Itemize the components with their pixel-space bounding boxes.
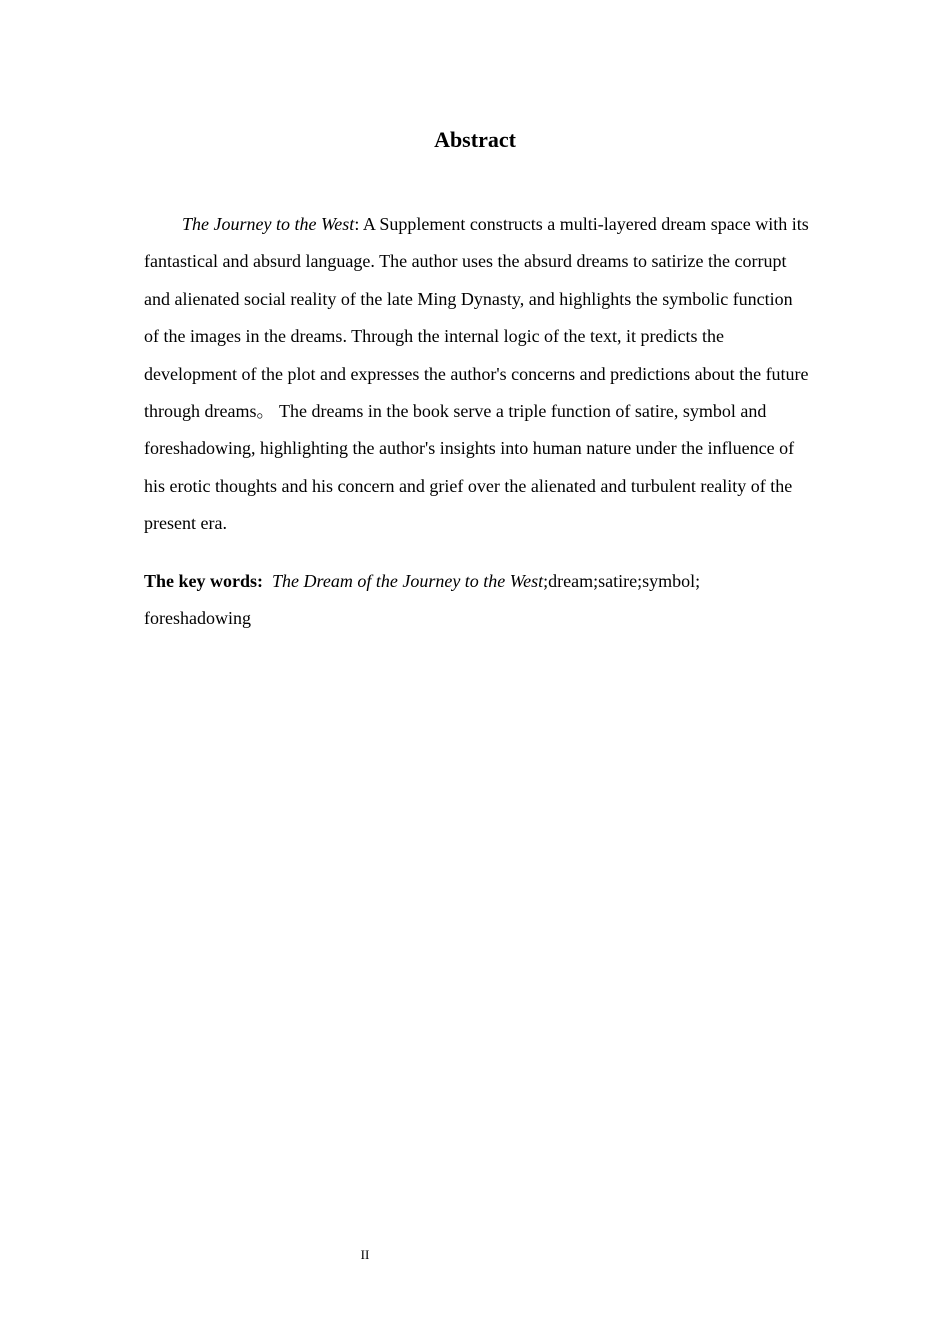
keywords-work-title: The Dream of the Journey to the West [272,571,544,591]
abstract-paragraph [144,206,810,543]
abstract-text: : A Supplement constructs a multi-layered dream space with its fantastical and absurd language. The author uses the absurd dreams to satirize the corrupt and alienated social reality of the late Ming Dynasty, and highlights the symbolic function of the images in the dreams. Through the internal logic of the text, it predicts the development of the plot and expresses the author's concerns and predictions about the future through dreams。 The dreams in the book serve a triple function of satire, symbol and foreshadowing, highlighting the author's insights into human nature under the influence of his erotic thoughts and his concern and grief over the alienated and turbulent reality of the present era. [144,214,809,534]
keywords-paragraph [144,563,810,638]
abstract-work-title: The Journey to the West [182,214,355,234]
page-number: II [360,1247,370,1262]
keywords-terms: ;dream;satire;symbol; foreshadowing [144,571,701,629]
page-title: Abstract [434,127,516,152]
keywords-label: The key words: [144,571,264,591]
